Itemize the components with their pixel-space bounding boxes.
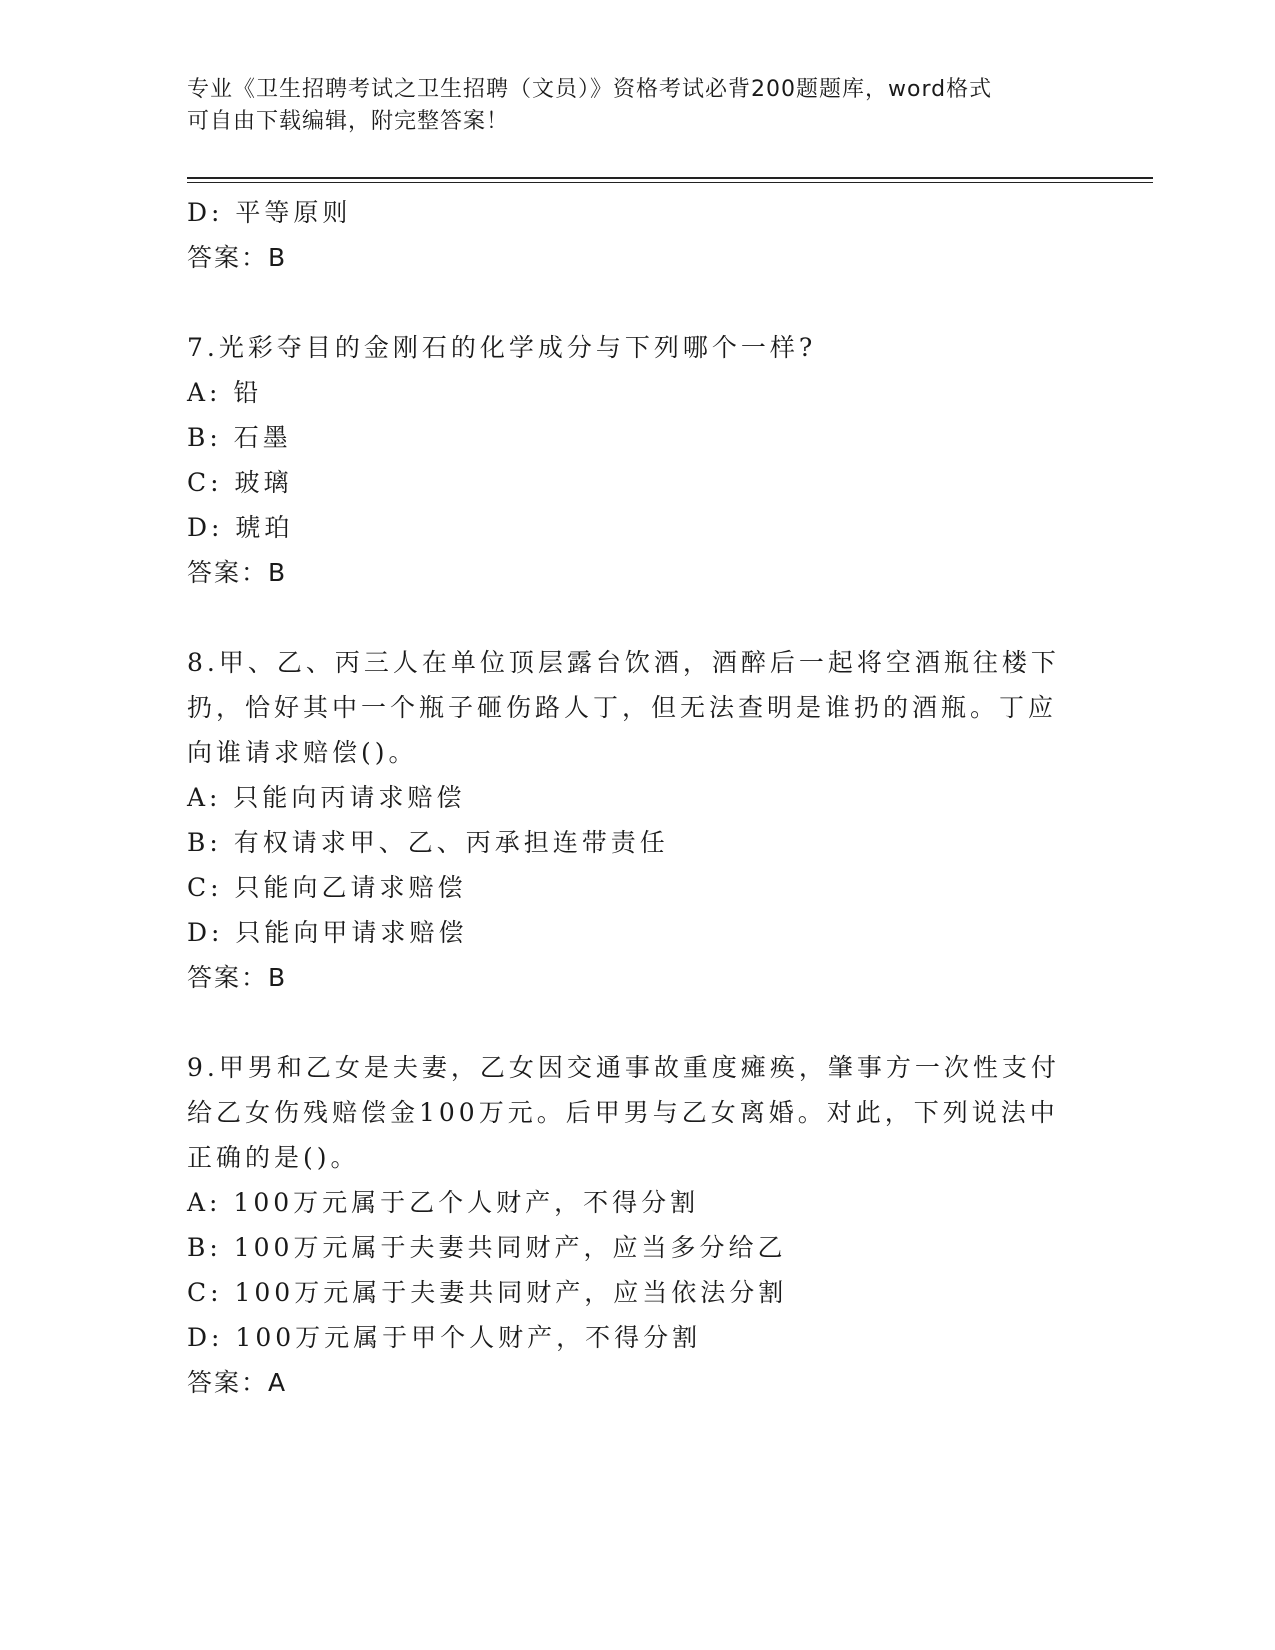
option-c: C: 只能向乙请求赔偿 [187, 873, 467, 902]
option-d: D: 平等原则 [187, 198, 352, 227]
question-stem: 9.甲男和乙女是夫妻，乙女因交通事故重度瘫痪，肇事方一次性支付 [187, 1053, 1060, 1082]
question-8 [187, 640, 1067, 1000]
answer-line: 答案：B [187, 243, 288, 272]
option-d: D: 琥珀 [187, 513, 294, 542]
option-a: A: 100万元属于乙个人财产，不得分割 [187, 1188, 700, 1217]
question-list [187, 190, 1067, 1405]
question-stem: 扔，恰好其中一个瓶子砸伤路人丁，但无法查明是谁扔的酒瓶。丁应 [187, 693, 1058, 722]
option-a: A: 铅 [187, 378, 263, 407]
option-d: D: 只能向甲请求赔偿 [187, 918, 468, 947]
question-stem: 7.光彩夺目的金刚石的化学成分与下列哪个一样? [187, 333, 817, 362]
header-divider-thick [187, 177, 1153, 179]
question-stem: 8.甲、乙、丙三人在单位顶层露台饮酒，酒醉后一起将空酒瓶往楼下 [187, 648, 1060, 677]
option-b: B: 100万元属于夫妻共同财产，应当多分给乙 [187, 1233, 787, 1262]
question-stem: 正确的是()。 [187, 1143, 360, 1172]
option-c: C: 玻璃 [187, 468, 293, 497]
document-header [187, 74, 1067, 138]
header-line-2: 可自由下载编辑，附完整答案！ [187, 109, 510, 134]
answer-line: 答案：A [187, 1368, 288, 1397]
header-divider-thin [187, 182, 1153, 183]
answer-line: 答案：B [187, 963, 288, 992]
answer-line: 答案：B [187, 558, 288, 587]
option-b: B: 石墨 [187, 423, 292, 452]
question-7 [187, 325, 1067, 595]
question-stem: 给乙女伤残赔偿金100万元。后甲男与乙女离婚。对此，下列说法中 [187, 1098, 1059, 1127]
option-d: D: 100万元属于甲个人财产，不得分割 [187, 1323, 702, 1352]
option-a: A: 只能向丙请求赔偿 [187, 783, 466, 812]
question-stem: 向谁请求赔偿()。 [187, 738, 418, 767]
option-c: C: 100万元属于夫妻共同财产，应当依法分割 [187, 1278, 788, 1307]
question-9 [187, 1045, 1067, 1405]
option-b: B: 有权请求甲、乙、丙承担连带责任 [187, 828, 669, 857]
header-line-1: 专业《卫生招聘考试之卫生招聘（文员）》资格考试必背200题题库，word格式 [187, 77, 993, 102]
